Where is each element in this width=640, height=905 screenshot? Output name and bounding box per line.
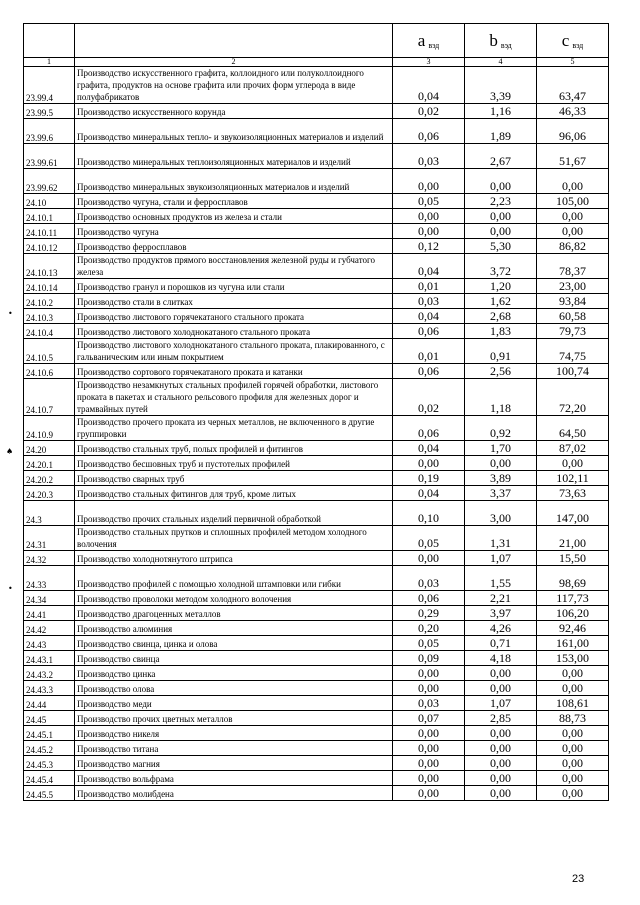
- row-code: 24.42: [24, 621, 75, 636]
- row-value-b: 0,71: [465, 636, 537, 651]
- table-row: [24, 606, 609, 621]
- row-value-c: 86,82: [537, 239, 609, 254]
- row-code: 24.10: [24, 194, 75, 209]
- row-value-c: 0,00: [537, 666, 609, 681]
- row-value-a: 0,05: [393, 526, 465, 551]
- row-value-a: 0,06: [393, 591, 465, 606]
- row-code: 24.34: [24, 591, 75, 606]
- row-code: 24.45: [24, 711, 75, 726]
- table-row: [24, 254, 609, 279]
- row-value-b: 1,07: [465, 696, 537, 711]
- row-value-c: 0,00: [537, 209, 609, 224]
- table-row: [24, 364, 609, 379]
- row-value-a: 0,01: [393, 279, 465, 294]
- row-value-b: 2,68: [465, 309, 537, 324]
- row-value-c: 51,67: [537, 144, 609, 169]
- row-value-a: 0,06: [393, 324, 465, 339]
- table-row: [24, 194, 609, 209]
- row-value-b: 1,31: [465, 526, 537, 551]
- row-code: 24.3: [24, 501, 75, 526]
- row-name: Производство листового холоднокатаного стального проката, плакированного, с гальваническим или иным покрытием: [75, 339, 393, 364]
- row-name: Производство проволоки методом холодного волочения: [75, 591, 393, 606]
- row-value-a: 0,02: [393, 379, 465, 416]
- header-a-main: a: [417, 30, 426, 50]
- table-row: [24, 666, 609, 681]
- row-value-a: 0,03: [393, 294, 465, 309]
- header-b-main: b: [489, 30, 498, 50]
- row-value-a: 0,00: [393, 681, 465, 696]
- row-value-c: 161,00: [537, 636, 609, 651]
- row-name: Производство гранул и порошков из чугуна или стали: [75, 279, 393, 294]
- row-value-c: 72,20: [537, 379, 609, 416]
- row-value-c: 79,73: [537, 324, 609, 339]
- row-value-c: 92,46: [537, 621, 609, 636]
- row-value-c: 108,61: [537, 696, 609, 711]
- header-b-sub: вэд: [500, 40, 512, 50]
- row-name: Производство драгоценных металлов: [75, 606, 393, 621]
- row-value-a: 0,00: [393, 224, 465, 239]
- row-name: Производство чугуна, стали и ферросплавов: [75, 194, 393, 209]
- row-code: 23.99.4: [24, 67, 75, 104]
- row-name: Производство сортового горячекатаного проката и катанки: [75, 364, 393, 379]
- row-name: Производство минеральных теплоизоляционных материалов и изделий: [75, 144, 393, 169]
- row-value-a: 0,04: [393, 486, 465, 501]
- row-value-a: 0,00: [393, 726, 465, 741]
- row-value-b: 0,00: [465, 741, 537, 756]
- row-name: Производство листового холоднокатаного стального проката: [75, 324, 393, 339]
- row-code: 24.45.4: [24, 771, 75, 786]
- row-value-c: 0,00: [537, 771, 609, 786]
- row-value-a: 0,10: [393, 501, 465, 526]
- row-value-b: 1,18: [465, 379, 537, 416]
- row-value-c: 0,00: [537, 756, 609, 771]
- row-code: 24.20.3: [24, 486, 75, 501]
- row-value-c: 106,20: [537, 606, 609, 621]
- row-value-c: 60,58: [537, 309, 609, 324]
- table-row: [24, 209, 609, 224]
- table-header-row: [24, 24, 609, 58]
- row-value-c: 21,00: [537, 526, 609, 551]
- row-value-b: 3,72: [465, 254, 537, 279]
- row-value-b: 1,70: [465, 441, 537, 456]
- row-value-b: 2,56: [465, 364, 537, 379]
- table-row: [24, 591, 609, 606]
- row-value-b: 0,00: [465, 756, 537, 771]
- row-value-a: 0,02: [393, 104, 465, 119]
- row-value-a: 0,06: [393, 364, 465, 379]
- row-value-b: 2,23: [465, 194, 537, 209]
- row-value-c: 100,74: [537, 364, 609, 379]
- row-code: 24.10.7: [24, 379, 75, 416]
- row-value-b: 0,00: [465, 681, 537, 696]
- row-code: 24.10.5: [24, 339, 75, 364]
- row-value-a: 0,05: [393, 636, 465, 651]
- margin-dot-icon: •: [8, 584, 13, 593]
- row-code: 24.43.2: [24, 666, 75, 681]
- row-name: Производство прочих цветных металлов: [75, 711, 393, 726]
- row-value-c: 0,00: [537, 741, 609, 756]
- row-code: 24.45.1: [24, 726, 75, 741]
- table-row: [24, 224, 609, 239]
- table-row: [24, 551, 609, 566]
- row-value-a: 0,04: [393, 67, 465, 104]
- header-a: [393, 24, 465, 58]
- row-value-a: 0,12: [393, 239, 465, 254]
- row-value-a: 0,04: [393, 309, 465, 324]
- row-value-b: 1,07: [465, 551, 537, 566]
- row-name: Производство минеральных тепло- и звукоизоляционных материалов и изделий: [75, 119, 393, 144]
- row-code: 24.32: [24, 551, 75, 566]
- row-code: 24.45.3: [24, 756, 75, 771]
- row-value-b: 0,00: [465, 666, 537, 681]
- table-row: [24, 324, 609, 339]
- row-value-a: 0,09: [393, 651, 465, 666]
- table-row: [24, 621, 609, 636]
- row-value-a: 0,03: [393, 566, 465, 591]
- row-value-b: 4,26: [465, 621, 537, 636]
- row-value-c: 64,50: [537, 416, 609, 441]
- table-row: [24, 526, 609, 551]
- table-row: [24, 771, 609, 786]
- table-row: [24, 456, 609, 471]
- row-value-b: 0,00: [465, 209, 537, 224]
- table-row: [24, 786, 609, 801]
- row-code: 23.99.62: [24, 169, 75, 194]
- row-code: 23.99.5: [24, 104, 75, 119]
- row-value-b: 0,00: [465, 456, 537, 471]
- row-code: 24.20: [24, 441, 75, 456]
- row-value-b: 1,89: [465, 119, 537, 144]
- row-value-a: 0,00: [393, 209, 465, 224]
- row-value-a: 0,06: [393, 416, 465, 441]
- row-value-c: 0,00: [537, 169, 609, 194]
- row-value-b: 4,18: [465, 651, 537, 666]
- row-value-b: 1,62: [465, 294, 537, 309]
- row-value-c: 15,50: [537, 551, 609, 566]
- row-value-b: 3,00: [465, 501, 537, 526]
- table-row: [24, 711, 609, 726]
- row-name: Производство стальных прутков и сплошных профилей методом холодного волочения: [75, 526, 393, 551]
- row-value-c: 0,00: [537, 726, 609, 741]
- table-row: [24, 294, 609, 309]
- row-code: 24.44: [24, 696, 75, 711]
- row-value-c: 78,37: [537, 254, 609, 279]
- row-name: Производство стали в слитках: [75, 294, 393, 309]
- row-value-b: 5,30: [465, 239, 537, 254]
- row-name: Производство титана: [75, 741, 393, 756]
- table-row: [24, 239, 609, 254]
- table-body: [24, 67, 609, 801]
- row-name: Производство цинка: [75, 666, 393, 681]
- row-value-b: 0,00: [465, 726, 537, 741]
- row-value-c: 23,00: [537, 279, 609, 294]
- coefficients-table: [23, 23, 609, 801]
- row-value-b: 2,67: [465, 144, 537, 169]
- row-value-a: 0,29: [393, 606, 465, 621]
- row-value-a: 0,00: [393, 786, 465, 801]
- table-row: [24, 726, 609, 741]
- column-number: 4: [465, 58, 537, 67]
- row-value-a: 0,00: [393, 771, 465, 786]
- row-name: Производство продуктов прямого восстановления железной руды и губчатого железа: [75, 254, 393, 279]
- row-name: Производство меди: [75, 696, 393, 711]
- row-value-c: 63,47: [537, 67, 609, 104]
- margin-dot-icon: ♠: [6, 447, 14, 456]
- row-value-b: 1,16: [465, 104, 537, 119]
- table-row: [24, 279, 609, 294]
- row-value-c: 46,33: [537, 104, 609, 119]
- row-code: 24.41: [24, 606, 75, 621]
- row-code: 24.43.1: [24, 651, 75, 666]
- row-name: Производство стальных фитингов для труб, кроме литых: [75, 486, 393, 501]
- table-row: [24, 486, 609, 501]
- row-code: 24.10.4: [24, 324, 75, 339]
- header-b: [465, 24, 537, 58]
- row-value-b: 0,00: [465, 786, 537, 801]
- row-name: Производство прочего проката из черных металлов, не включенного в другие группировки: [75, 416, 393, 441]
- row-value-a: 0,05: [393, 194, 465, 209]
- row-value-a: 0,00: [393, 756, 465, 771]
- row-code: 24.10.11: [24, 224, 75, 239]
- table-row: [24, 501, 609, 526]
- table-row: [24, 169, 609, 194]
- row-code: 24.43.3: [24, 681, 75, 696]
- row-code: 24.10.12: [24, 239, 75, 254]
- row-name: Производство прочих стальных изделий первичной обработкой: [75, 501, 393, 526]
- row-value-b: 0,92: [465, 416, 537, 441]
- row-value-c: 105,00: [537, 194, 609, 209]
- row-value-a: 0,03: [393, 696, 465, 711]
- header-code: [24, 24, 75, 58]
- row-code: 24.10.6: [24, 364, 75, 379]
- column-number-row: [24, 58, 609, 67]
- row-value-b: 1,83: [465, 324, 537, 339]
- row-code: 24.10.1: [24, 209, 75, 224]
- row-name: Производство ферросплавов: [75, 239, 393, 254]
- row-name: Производство вольфрама: [75, 771, 393, 786]
- row-value-c: 98,69: [537, 566, 609, 591]
- row-value-c: 93,84: [537, 294, 609, 309]
- column-number: 1: [24, 58, 75, 67]
- row-value-a: 0,00: [393, 169, 465, 194]
- row-name: Производство незамкнутых стальных профилей горячей обработки, листового проката в пакетах и стального рельсового профиля для железных дорог и трамвайных путей: [75, 379, 393, 416]
- row-name: Производство бесшовных труб и пустотелых профилей: [75, 456, 393, 471]
- row-name: Производство чугуна: [75, 224, 393, 239]
- row-value-c: 117,73: [537, 591, 609, 606]
- table-row: [24, 566, 609, 591]
- row-value-c: 0,00: [537, 786, 609, 801]
- row-name: Производство свинца: [75, 651, 393, 666]
- row-name: Производство минеральных звукоизоляционных материалов и изделий: [75, 169, 393, 194]
- row-name: Производство искусственного корунда: [75, 104, 393, 119]
- row-value-c: 147,00: [537, 501, 609, 526]
- row-code: 24.33: [24, 566, 75, 591]
- row-value-a: 0,20: [393, 621, 465, 636]
- table-row: [24, 696, 609, 711]
- row-value-c: 0,00: [537, 456, 609, 471]
- row-value-b: 0,00: [465, 224, 537, 239]
- row-code: 23.99.6: [24, 119, 75, 144]
- row-value-b: 2,85: [465, 711, 537, 726]
- table-row: [24, 441, 609, 456]
- row-name: Производство стальных труб, полых профилей и фитингов: [75, 441, 393, 456]
- row-value-c: 153,00: [537, 651, 609, 666]
- row-name: Производство листового горячекатаного стального проката: [75, 309, 393, 324]
- row-value-b: 0,00: [465, 169, 537, 194]
- row-name: Производство основных продуктов из железа и стали: [75, 209, 393, 224]
- row-name: Производство сварных труб: [75, 471, 393, 486]
- row-name: Производство олова: [75, 681, 393, 696]
- row-value-a: 0,00: [393, 456, 465, 471]
- row-value-c: 88,73: [537, 711, 609, 726]
- row-code: 24.31: [24, 526, 75, 551]
- row-value-b: 3,37: [465, 486, 537, 501]
- table-row: [24, 67, 609, 104]
- table-row: [24, 104, 609, 119]
- table-row: [24, 471, 609, 486]
- row-value-b: 1,20: [465, 279, 537, 294]
- row-name: Производство профилей с помощью холодной штамповки или гибки: [75, 566, 393, 591]
- row-code: 24.20.2: [24, 471, 75, 486]
- margin-dot-icon: •: [8, 309, 13, 318]
- row-value-c: 0,00: [537, 681, 609, 696]
- row-value-b: 1,55: [465, 566, 537, 591]
- table-row: [24, 681, 609, 696]
- row-value-a: 0,04: [393, 254, 465, 279]
- table-row: [24, 339, 609, 364]
- column-number: 5: [537, 58, 609, 67]
- row-value-c: 96,06: [537, 119, 609, 144]
- row-code: 24.10.14: [24, 279, 75, 294]
- row-name: Производство искусственного графита, коллоидного или полуколлоидного графита, продуктов на основе графита или прочих форм углерода в виде полуфабрикатов: [75, 67, 393, 104]
- table-row: [24, 416, 609, 441]
- row-code: 24.10.2: [24, 294, 75, 309]
- table-row: [24, 144, 609, 169]
- column-number: 2: [75, 58, 393, 67]
- row-value-a: 0,00: [393, 551, 465, 566]
- table-row: [24, 119, 609, 144]
- table-row: [24, 741, 609, 756]
- row-name: Производство молибдена: [75, 786, 393, 801]
- row-value-b: 3,89: [465, 471, 537, 486]
- row-value-a: 0,19: [393, 471, 465, 486]
- header-name: [75, 24, 393, 58]
- row-value-a: 0,07: [393, 711, 465, 726]
- table-row: [24, 379, 609, 416]
- table-row: [24, 651, 609, 666]
- row-name: Производство магния: [75, 756, 393, 771]
- row-name: Производство свинца, цинка и олова: [75, 636, 393, 651]
- row-value-b: 0,00: [465, 771, 537, 786]
- table-row: [24, 309, 609, 324]
- row-value-b: 3,97: [465, 606, 537, 621]
- column-number: 3: [393, 58, 465, 67]
- row-value-a: 0,01: [393, 339, 465, 364]
- row-value-a: 0,04: [393, 441, 465, 456]
- row-value-a: 0,06: [393, 119, 465, 144]
- row-name: Производство холоднотянутого штрипса: [75, 551, 393, 566]
- row-value-c: 102,11: [537, 471, 609, 486]
- row-code: 23.99.61: [24, 144, 75, 169]
- row-value-b: 3,39: [465, 67, 537, 104]
- row-code: 24.10.9: [24, 416, 75, 441]
- row-value-a: 0,00: [393, 666, 465, 681]
- row-code: 24.10.13: [24, 254, 75, 279]
- row-code: 24.45.2: [24, 741, 75, 756]
- header-a-sub: вэд: [428, 40, 440, 50]
- row-value-c: 74,75: [537, 339, 609, 364]
- header-c: [537, 24, 609, 58]
- row-value-c: 73,63: [537, 486, 609, 501]
- row-value-a: 0,00: [393, 741, 465, 756]
- row-value-c: 87,02: [537, 441, 609, 456]
- page-number: 23: [572, 873, 585, 885]
- row-value-b: 2,21: [465, 591, 537, 606]
- header-c-sub: вэд: [572, 40, 584, 50]
- header-c-main: c: [561, 30, 570, 50]
- row-name: Производство алюминия: [75, 621, 393, 636]
- table-row: [24, 636, 609, 651]
- row-code: 24.45.5: [24, 786, 75, 801]
- table-row: [24, 756, 609, 771]
- row-code: 24.10.3: [24, 309, 75, 324]
- row-value-a: 0,03: [393, 144, 465, 169]
- row-name: Производство никеля: [75, 726, 393, 741]
- row-code: 24.20.1: [24, 456, 75, 471]
- row-value-b: 0,91: [465, 339, 537, 364]
- row-value-c: 0,00: [537, 224, 609, 239]
- row-code: 24.43: [24, 636, 75, 651]
